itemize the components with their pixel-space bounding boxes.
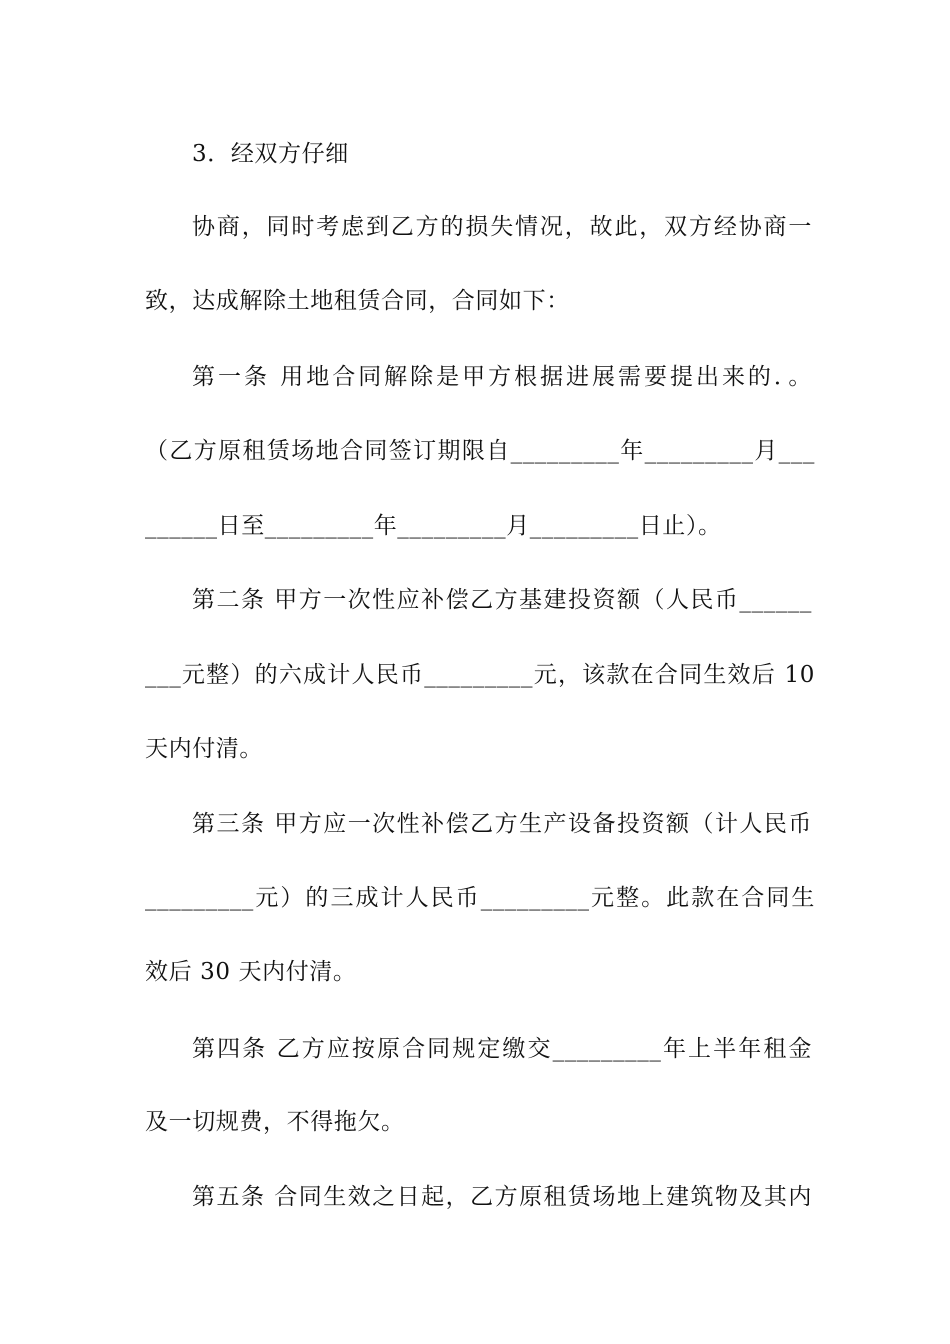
article-2-line: ___元整）的六成计人民币_________元，该款在合同生效后 10: [145, 662, 815, 688]
article-2-line: 第二条 甲方一次性应补偿乙方基建投资额（人民币______: [192, 587, 812, 613]
article-3-line: 第三条 甲方应一次性补偿乙方生产设备投资额（计人民币: [192, 811, 812, 837]
article-4-line: 及一切规费，不得拖欠。: [145, 1109, 405, 1135]
article-1-line: ______日至_________年_________月_________日止）。: [145, 513, 722, 539]
article-2-line: 天内付清。: [145, 736, 263, 762]
section-heading: 3．经双方仔细: [192, 141, 349, 167]
paragraph-line: 致，达成解除土地租赁合同，合同如下：: [145, 288, 570, 314]
article-3-line: _________元）的三成计人民币_________元整。此款在合同生: [145, 885, 815, 911]
article-1-line: （乙方原租赁场地合同签订期限自_________年_________月___: [145, 438, 815, 464]
article-4-line: 第四条 乙方应按原合同规定缴交_________年上半年租金: [192, 1036, 812, 1062]
article-1-line: 第一条 用地合同解除是甲方根据进展需要提出来的．。: [192, 364, 812, 390]
article-5-line: 第五条 合同生效之日起，乙方原租赁场地上建筑物及其内: [192, 1184, 812, 1210]
article-3-line: 效后 30 天内付清。: [145, 959, 357, 985]
paragraph-line: 协商，同时考虑到乙方的损失情况，故此，双方经协商一: [192, 214, 812, 240]
